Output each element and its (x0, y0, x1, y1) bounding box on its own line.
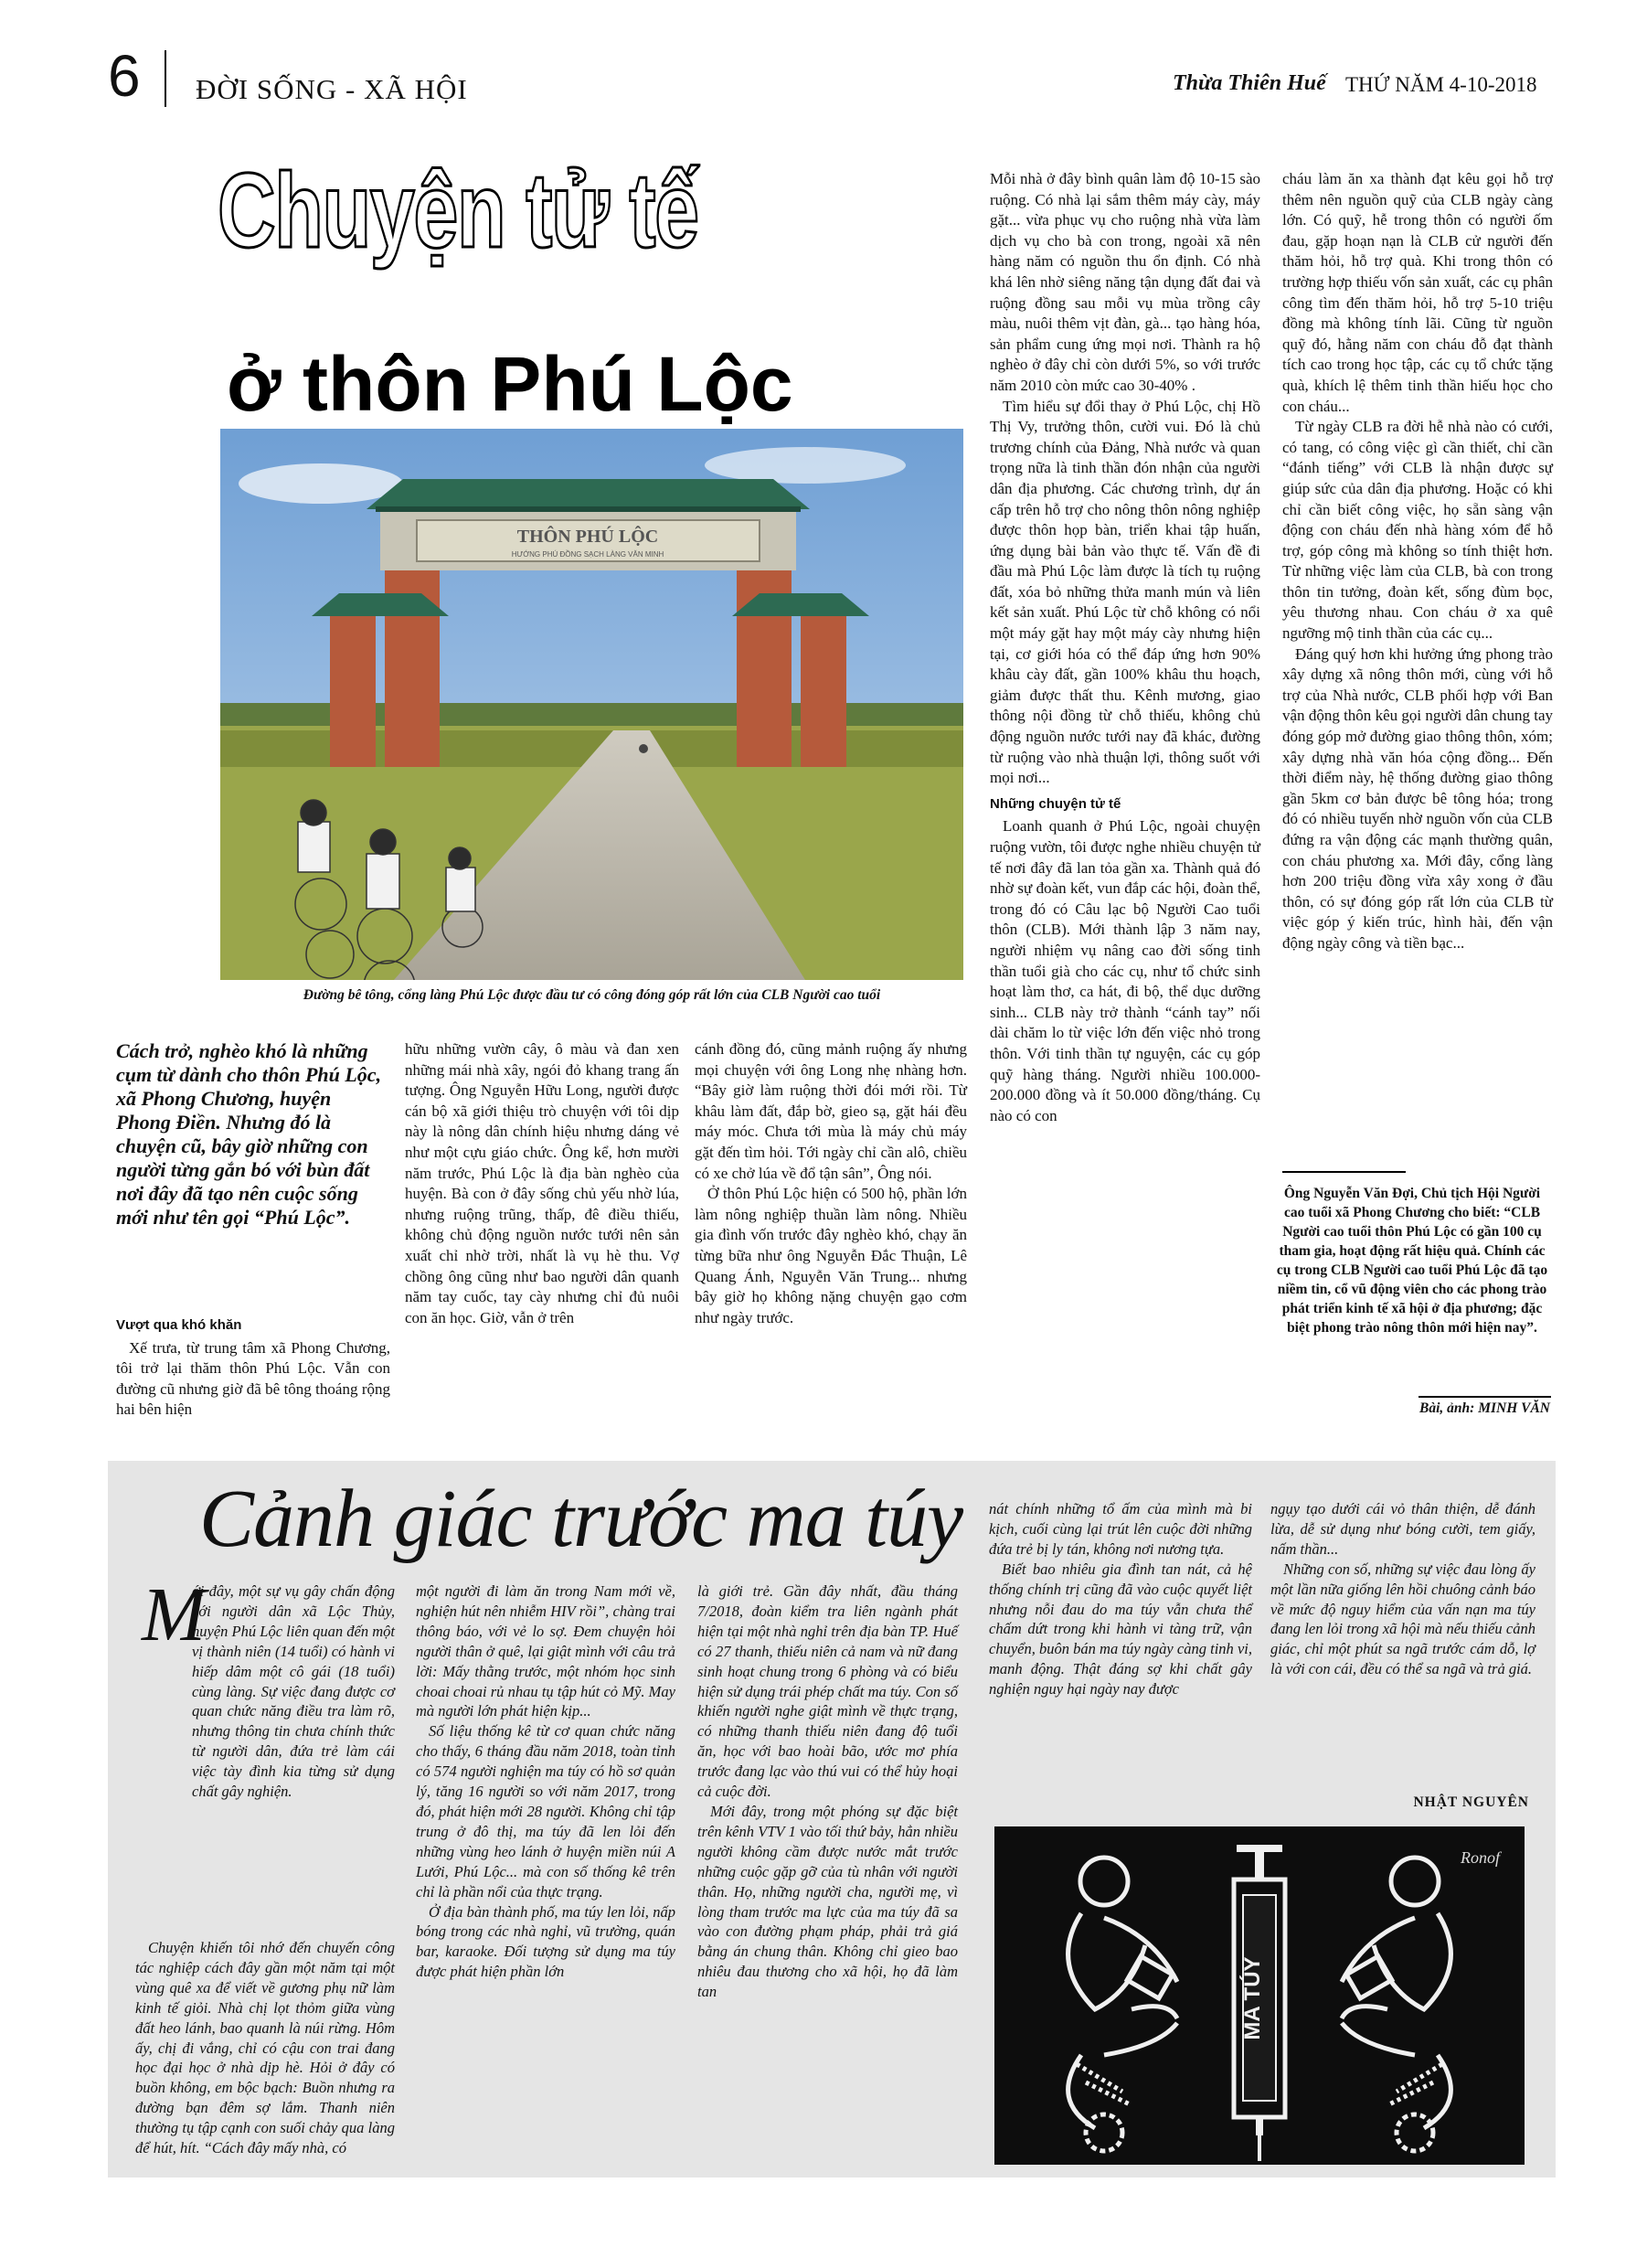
paragraph: Chuyện khiến tôi nhớ đến chuyến công tác nghiệp cách đây gần một năm tại một vùng quê xa để viết về gương phụ nữ làm kinh tế giỏi. Nhà chị lọt thỏm giữa vùng đất heo lánh, bao quanh là núi rừng. Hôm ấy, chị đi vắng, chỉ có cậu con trai đang học đại học ở nhà dịp hè. Hỏi ở đây có buồn không, em bộc bạch: Buồn nhưng ra đường bạn đêm sợ lắm. Thanh niên thường tụ tập cạnh con suối chảy qua làng để hút, hít. “Cách đây mấy nhà, có (135, 1939, 395, 2157)
paragraph: Biết bao nhiêu gia đình tan nát, cả hệ thống chính trị cũng đã vào cuộc quyết liệt nhưng nỗi đau do ma túy vẫn chưa thể chấm dứt trong khi hành vi tàng trữ, vận chuyển, buôn bán ma túy ngày càng tinh vi, manh động. Thật đáng sợ khi chất gây nghiện nguy hại ngày nay được (989, 1560, 1252, 1698)
paragraph: ới đây, một sự vụ gây chấn động với người dân xã Lộc Thủy, huyện Phú Lộc liên quan đến một vị thành niên (14 tuổi) có hành vi hiếp dâm một cô gái (18 tuổi) cùng làng. Sự việc đang được cơ quan chức năng điều tra làm rõ, nhưng thông tin chưa chính thức từ người dân, đứa trẻ làm cái việc tày đình kia từng sử dụng chất gây nghiện. (192, 1582, 395, 1801)
paragraph: một người đi làm ăn trong Nam mới về, nghiện hút nên nhiễm HIV rồi”, chàng trai thông báo, với vẻ lo sợ. Đem chuyện hỏi người thân ở quê, lại giật mình với câu trả lời: Mấy thằng trước, một nhóm học sinh choai choai rủ nhau tụ tập hút cỏ Mỹ. May mà người lớn phát hiện kịp... (416, 1582, 675, 1720)
paragraph: Tìm hiểu sự đổi thay ở Phú Lộc, chị Hồ Thị Vy, trưởng thôn, cười vui. Đó là chủ trương chính của Đảng, Nhà nước và quan trọng nữa là tinh thần đón nhận của người dân địa phương. Các chương trình, dự án cấp trên hỗ trợ cho nông thôn nông nghiệp được thôn họp bàn, triển khai tập huấn, ứng dụng bài bản vào thực tế. Vấn đề đi đầu mà Phú Lộc làm được là tích tụ ruộng đất, xóa bỏ những thửa manh mún và liên kết sản xuất. Phú Lộc từ chỗ không có nổi một máy gặt hay một máy cày nhưng hiện tại, cơ giới hóa có thể đáp ứng hơn 90% khâu cày đất, gần 100% khâu thu hoạch, giảm được thất thu. Kênh mương, giao thông nội đồng từ chỗ thiếu, không chủ động nguồn nước tưới nay đã khác, đường từ ruộng vào nhà thuận lợi, thông suốt với mọi nơi... (990, 397, 1260, 787)
gate-sign-text: THÔN PHÚ LỘC (516, 527, 659, 547)
photo-caption: Đường bê tông, cổng làng Phú Lộc được đầu tư có công đóng góp rất lớn của CLB Người cao tuổi (303, 987, 881, 1003)
article2-column-4 (989, 1499, 1252, 1699)
article-column-1 (116, 1310, 390, 1421)
quote-divider-top (1282, 1171, 1406, 1173)
article2-column-1a (192, 1581, 395, 1802)
paragraph: Số liệu thống kê từ cơ quan chức năng cho thấy, 6 tháng đầu năm 2018, toàn tỉnh có 574 người nghiện ma túy có hồ sơ quản lý, tăng 16 người so với năm 2017, trong đó, phát hiện mới 28 người. Không chỉ tập trung ở đô thị, ma túy đã len lỏi đến những vùng heo lánh ở huyện miền núi A Lưới, Phú Lộc... mà con số thống kê trên chỉ là phần nổi của thực trạng. (416, 1722, 675, 1901)
article-title-line1: Chuyện tử tế (218, 151, 698, 270)
publication-name: Thừa Thiên Huế (1173, 71, 1326, 95)
article-column-2 (405, 1039, 679, 1328)
paragraph: hữu những vườn cây, ô màu và đan xen những mái nhà xây, ngói đỏ khang trang ấn tượng. Ông Nguyễn Hữu Long, người được cán bộ xã giới thiệu trò chuyện với tôi dịp này là nông dân chính hiệu nhưng dáng vẻ như một cựu giáo chức. Ông kể, hơn mười năm trước, Phú Lộc là địa bàn nghèo của huyện. Bà con ở đây sống chủ yếu nhờ lúa, nhưng ruộng trũng, thấp, đê điều thiếu, không chủ động nguồn nước tưới nên sản xuất chỉ nhờ trời, nhất là vụ hè thu. Vợ chồng ông cũng như bao người dân quanh năm tay cuốc, tay cày nhưng chỉ đủ nuôi con ăn học. Giờ, vẫn ở trên (405, 1040, 679, 1326)
paragraph: ngụy tạo dưới cái vỏ thân thiện, dễ đánh lừa, dễ sử dụng như bóng cười, tem giấy, nấm thần... (1270, 1500, 1535, 1558)
subheading-kind-stories: Những chuyện tử tế (990, 795, 1121, 812)
article-title-line2: ở thôn Phú Lộc (227, 341, 793, 427)
paragraph: Mỗi nhà ở đây bình quân làm độ 10-15 sào ruộng. Có nhà lại sắm thêm máy cày, máy gặt... vừa phục vụ cho ruộng nhà vừa làm dịch vụ cho bà con trong, ngoài xã nên hàng năm có nguồn thu ổn định. Có nhà khá lên nhờ siêng năng tận dụng đất đai và ruộng đồng sau mỗi vụ mùa trồng cây màu, nuôi thêm vịt đàn, gà... tạo hàng hóa, sản phẩm cung ứng mọi nơi. Thành ra hộ nghèo ở đây chỉ còn dưới 5%, so với trước năm 2010 còn mức cao 30-40% . (990, 170, 1260, 394)
subheading-overcoming: Vượt qua khó khăn (116, 1317, 242, 1333)
village-gate-photo (220, 429, 963, 980)
article2-column-3 (697, 1581, 958, 2002)
drug-warning-illustration (994, 1826, 1525, 2165)
section-title: ĐỜI SỐNG - XÃ HỘI (196, 73, 468, 105)
paragraph: nát chính những tổ ấm của mình mà bi kịch, cuối cùng lại trút lên cuộc đời những đứa trẻ bị ly tán, không nơi nương tựa. (989, 1500, 1252, 1558)
syringe-label: MA TÚY (1240, 1956, 1265, 2040)
paragraph: Đáng quý hơn khi hưởng ứng phong trào xây dựng xã nông thôn mới, cùng với hỗ trợ của Nhà nước, CLB phối hợp với Ban vận động thôn kêu gọi người dân chung tay đóng góp mở đường giao thông thôn, xóm; xây dựng nhà văn hóa cộng đồng... Đến thời điểm này, hệ thống đường giao thông gần 5km cơ bản được bê tông hóa; trong đó có nhiều tuyến nhờ nguồn vốn của CLB đứng ra vận động các mạnh thường quân, con cháu phương xa. Mới đây, cổng làng hơn 200 triệu đồng vừa xây xong ở đầu thôn, có sự đóng góp rất lớn của CLB từ việc góp ý kiến trúc, hình hài, đến vận động ngày công và tiền bạc... (1282, 644, 1553, 952)
drop-cap: M (142, 1572, 206, 1657)
article-column-4 (990, 169, 1260, 1126)
paragraph: cháu làm ăn xa thành đạt kêu gọi hỗ trợ thêm nên nguồn quỹ của CLB ngày càng lớn. Có quỹ, hễ trong thôn có người ốm đau, gặp hoạn nạn là CLB cử người đến thăm hỏi, hỗ trợ quà. Khi trong thôn có trường hợp thiếu vốn sản xuất, các cụ phân công tìm đến thăm hỏi, hỗ trợ 5-10 triệu đồng mà không tính lãi. Cũng từ nguồn quỹ đó, hằng năm con cháu đỗ đạt thành tích cao trong học tập, các cụ tổ chức tặng quà, khích lệ thêm tinh thần hiếu học cho con cháu... (1282, 170, 1553, 415)
article2-column-5 (1270, 1499, 1535, 1679)
article-lead: Cách trở, nghèo khó là những cụm từ dành cho thôn Phú Lộc, xã Phong Chương, huyện Phong Điền. Nhưng đó là chuyện cũ, bây giờ những con người từng gắn bó với bùn đất nơi đây đã tạo nên cuộc sống mới như tên gọi “Phú Lộc”. (116, 1039, 382, 1229)
article2-column-1b (135, 1938, 395, 2158)
article-column-3 (695, 1039, 967, 1328)
paragraph: là giới trẻ. Gần đây nhất, đầu tháng 7/2018, đoàn kiểm tra liên ngành phát hiện tại một nhà nghỉ trên địa bàn TP. Huế có 27 thanh, thiếu niên cả nam và nữ đang sinh hoạt chung trong 6 phòng và có biểu hiện sử dụng trái phép chất ma túy. Con số khiến người nghe giật mình về thực trạng, có những thanh thiếu niên đang độ tuổi ăn, học với bao hoài bão, ước mơ phía trước đang lạc vào thú vui có thể hủy hoại cả cuộc đời. (697, 1582, 958, 1801)
paragraph: cánh đồng đó, cũng mảnh ruộng ấy nhưng mọi chuyện với ông Long nhẹ nhàng hơn. “Bây giờ làm ruộng thời đói mới rồi. Từ khâu làm đất, đắp bờ, gieo sạ, gặt hái đều máy móc. Chưa tới mùa là máy chủ máy gặt đến tìm hỏi. Tới ngày chỉ cần alô, chiều có xe chở lúa về đổ tận sân”, Ông nói. (695, 1040, 967, 1182)
paragraph: Ở thôn Phú Lộc hiện có 500 hộ, phần lớn làm nông nghiệp thuần làm nông. Nhiều gia đình vốn trước đây nghèo khó, chạy ăn từng bữa như ông Nguyễn Đắc Thuận, Lê Quang Ánh, Nguyễn Văn Trung... nhưng bây giờ họ không nặng chuyện gạo cơm như ngày trước. (695, 1185, 967, 1326)
artist-signature: Ronof (1461, 1848, 1500, 1867)
paragraph: Từ ngày CLB ra đời hễ nhà nào có cưới, có tang, có công việc gì cần thiết, chỉ cần “đánh tiếng” với CLB là nhận được sự giúp sức của dân địa phương. Hoặc có khi chỉ cần biết công việc, họ sẵn sàng vận động con cháu đến nhà hàng xóm để hỗ trợ, góp công mà không so tính thiệt hơn. Từ những việc làm của CLB, bà con trong thôn tin tưởng, đoàn kết, sống đùm bọc, yêu thương nhau. Con cháu ở xa quê ngưỡng mộ tinh thần của các cụ... (1282, 418, 1553, 643)
article2-byline: NHẬT NGUYÊN (1413, 1794, 1529, 1810)
issue-date: THỨ NĂM 4-10-2018 (1345, 73, 1537, 96)
article-byline: Bài, ảnh: MINH VĂN (1419, 1400, 1550, 1416)
article-column-5 (1282, 169, 1553, 954)
gate-subsign-text: HƯỚNG PHÚ ĐỒNG SẠCH LÀNG VĂN MINH (511, 550, 664, 559)
page-number: 6 (108, 43, 141, 109)
header-divider (165, 50, 166, 107)
article2-column-2 (416, 1581, 675, 1982)
quote-divider-bottom (1419, 1396, 1551, 1398)
paragraph: Xế trưa, từ trung tâm xã Phong Chương, tôi trở lại thăm thôn Phú Lộc. Vẫn con đường cũ nhưng giờ đã bê tông thoáng rộng hai bên hiện (116, 1338, 390, 1419)
article2-title: Cảnh giác trước ma túy (199, 1474, 963, 1564)
paragraph: Ở địa bàn thành phố, ma túy len lỏi, nấp bóng trong các nhà nghỉ, vũ trường, quán bar, karaoke. Đối tượng sử dụng ma túy được phát hiện phần lớn (416, 1902, 675, 1981)
paragraph: Loanh quanh ở Phú Lộc, ngoài chuyện ruộng vườn, tôi được nghe nhiều chuyện tử tế nơi đây đã lan tỏa gần xa. Thành quả đó nhờ sự đoàn kết, vun đắp các hội, đoàn thể, trong đó có Câu lạc bộ Người Cao tuổi thôn (CLB). Mới thành lập 3 năm nay, người nhiệm vụ nâng cao đời sống tinh thần tuổi già cho các cụ, như tổ chức sinh hoạt làm thơ, ca hát, đi bộ, thể dục dưỡng sinh... CLB này trở thành “cánh tay” nối dài chăm lo từ việc lớn đến việc nhỏ trong thôn. Với tinh thần tự nguyện, các cụ góp quỹ hàng tháng. Người nhiều 100.000-200.000 đồng và ít 50.000 đồng/tháng. Cụ nào có con (990, 817, 1260, 1124)
pull-quote: Ông Nguyễn Văn Đợi, Chủ tịch Hội Người cao tuổi xã Phong Chương cho biết: “CLB Người cao tuổi thôn Phú Lộc có gần 100 cụ tham gia, hoạt động rất hiệu quả. Chính các cụ trong CLB Người cao tuổi Phú Lộc đã tạo niềm tin, cổ vũ động viên cho các phong trào phát triển kinh tế xã hội ở địa phương; đặc biệt phong trào nông thôn mới hiện nay”. (1276, 1186, 1548, 1336)
paragraph: Mới đây, trong một phóng sự đặc biệt trên kênh VTV 1 vào tối thứ bảy, hẳn nhiều người không cầm được nước mắt trước những cuộc gặp gỡ của tù nhân với người thân. Họ, những người cha, người mẹ, vì lòng tham trước ma lực của ma túy đã sa vào con đường phạm pháp, phải trả giá bằng án chung thân. Không chỉ gieo bao nhiêu đau thương cho xã hội, họ đã làm tan (697, 1802, 958, 2001)
paragraph: Những con số, những sự việc đau lòng ấy một lần nữa giống lên hồi chuông cảnh báo về mức độ nguy hiểm của vấn nạn ma túy đang len lỏi trong xã hội mà nếu thiếu cảnh giác, chỉ một phút sa ngã trước cám dỗ, lợ là với con cái, đều có thể sa ngã và trả giá. (1270, 1560, 1535, 1678)
